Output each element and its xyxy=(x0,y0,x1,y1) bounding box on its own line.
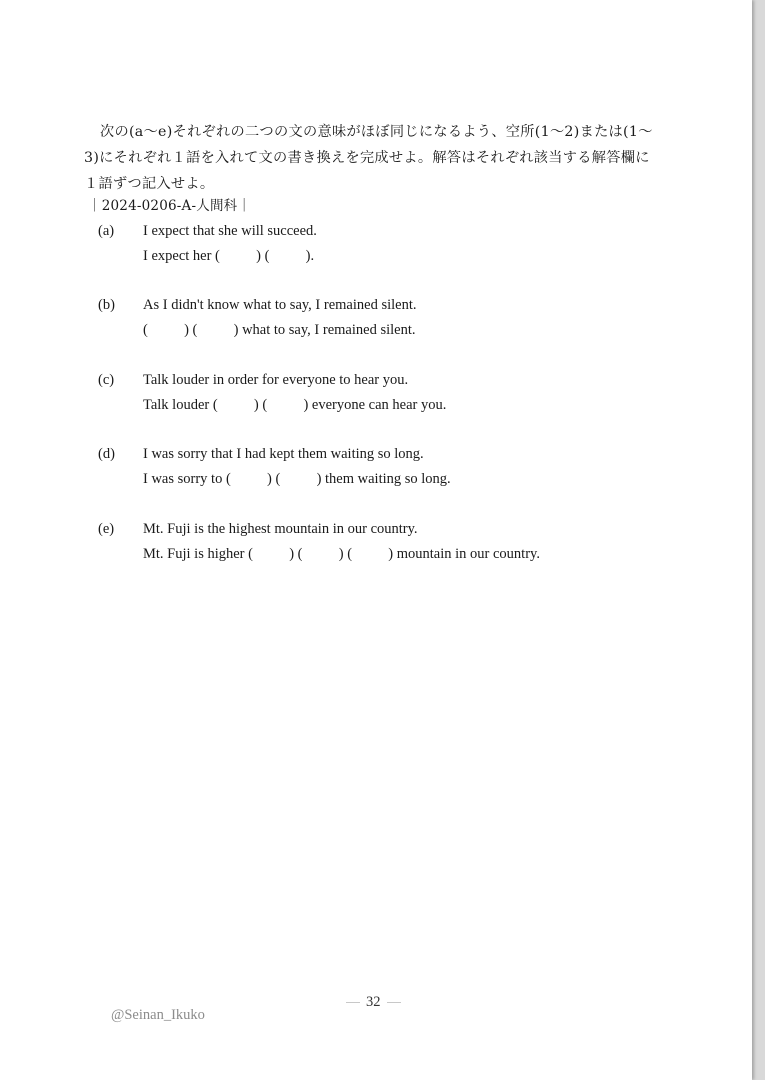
question-label: (c) xyxy=(98,372,115,388)
watermark: @Seinan_Ikuko xyxy=(111,1007,205,1023)
question-label: (a) xyxy=(98,223,115,239)
original-sentence: I expect that she will succeed. xyxy=(143,223,317,239)
instructions-line-2: 3)にそれぞれ１語を入れて文の書き換えを完成せよ。解答はそれぞれ該当する解答欄に xyxy=(84,150,650,166)
instructions xyxy=(84,119,664,197)
original-sentence: As I didn't know what to say, I remained silent. xyxy=(143,297,417,313)
original-sentence: Mt. Fuji is the highest mountain in our country. xyxy=(143,521,418,537)
rewrite-sentence: I was sorry to ( ) ( ) them waiting so long. xyxy=(143,471,451,487)
rewrite-sentence: I expect her ( ) ( ). xyxy=(143,248,315,264)
page-number xyxy=(340,994,407,1011)
question-label: (e) xyxy=(98,521,115,537)
rewrite-sentence: Talk louder ( ) ( ) everyone can hear you. xyxy=(143,397,447,413)
divider xyxy=(387,1002,401,1003)
instructions-line-1: 次の(a〜e)それぞれの二つの文の意味がほぼ同じになるよう、空所(1〜2)または(1〜 xyxy=(100,124,653,140)
rewrite-sentence: ( ) ( ) what to say, I remained silent. xyxy=(143,322,416,338)
divider xyxy=(346,1002,360,1003)
original-sentence: I was sorry that I had kept them waiting so long. xyxy=(143,446,424,462)
question-label: (d) xyxy=(98,446,115,462)
page-number-text: 32 xyxy=(366,994,381,1010)
original-sentence: Talk louder in order for everyone to hear you. xyxy=(143,372,409,388)
source-tag: ｜2024-0206-A-人間科｜ xyxy=(88,198,252,214)
instructions-line-3: １語ずつ記入せよ。 xyxy=(84,176,215,192)
rewrite-sentence: Mt. Fuji is higher ( ) ( ) ( ) mountain in our country. xyxy=(143,546,540,562)
question-label: (b) xyxy=(98,297,115,313)
